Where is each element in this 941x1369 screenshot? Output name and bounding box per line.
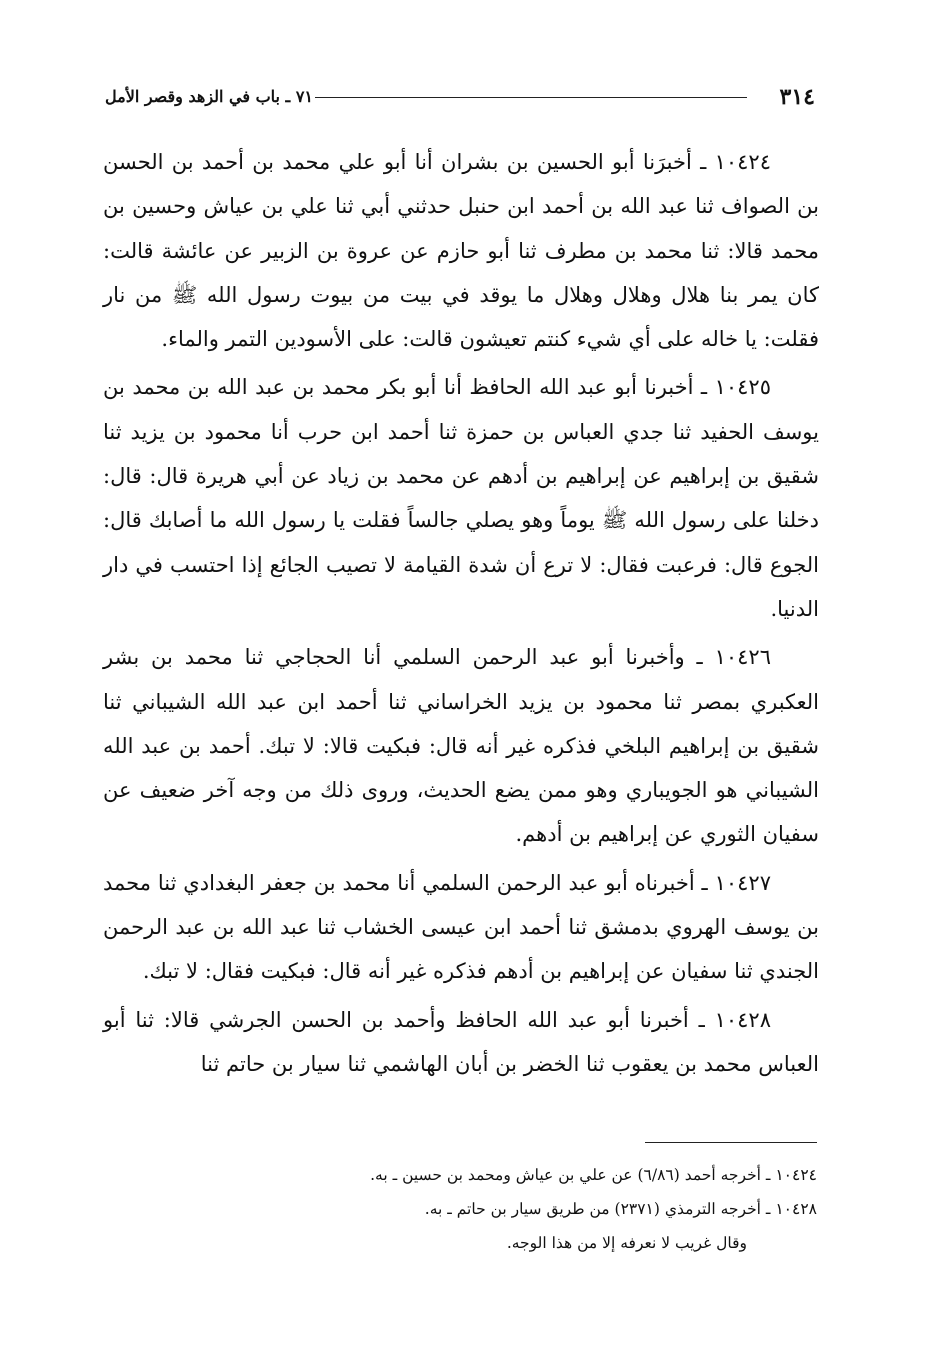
hadith-paragraph: ١٠٤٢٨ ـ أخبرنا أبو عبد الله الحافظ وأحمد بن الحسن الجرشي قالا: ثنا أبو العباس محمد بن يعقوب ثنا الخضر بن أبان الهاشمي ثنا سيار بن حاتم ثنا (103, 1007, 819, 1076)
header-rule (315, 97, 747, 98)
page-header (105, 82, 815, 116)
hadith-paragraph: ١٠٤٢٤ ـ أخبرَنا أبو الحسين بن بشران أنا أبو علي محمد بن أحمد بن الحسن بن الصواف ثنا عبد الله بن أحمد ابن حنبل حدثني أبي ثنا علي بن عياش وحسين بن محمد قالا: ثنا محمد بن مطرف ثنا أبو حازم عن عروة بن الزبير عن عائشة قالت: كان يمر بنا هلال وهلال وهلال ما يوقد في بيت من بيوت رسول الله ﷺ من نار فقلت: يا خاله على أي شيء كنتم تعيشون قالت: على الأسودين التمر والماء. (103, 150, 819, 352)
hadith-paragraph: ١٠٤٢٥ ـ أخبرنا أبو عبد الله الحافظ أنا أبو بكر محمد بن عبد الله بن محمد بن يوسف الحفيد ثنا جدي العباس بن حمزة ثنا أحمد ابن حرب أنا محمود بن يزيد ثنا شقيق بن إبراهيم عن إبراهيم بن أدهم عن محمد بن زياد عن أبي هريرة قال: قال: دخلنا على رسول الله ﷺ يوماً وهو يصلي جالساً فقلت يا رسول الله ما أصابك قال: الجوع قال: فرعبت فقال: لا ترع أن شدة القيامة لا تصيب الجائع إذا احتسب في دار الدنيا. (103, 375, 819, 621)
footnote-separator (645, 1142, 817, 1143)
footnotes (200, 1158, 817, 1260)
hadith-paragraph: ١٠٤٢٧ ـ أخبرناه أبو عبد الرحمن السلمي أنا محمد بن جعفر البغدادي ثنا محمد بن يوسف الهروي بدمشق ثنا أحمد ابن عيسى الخشاب ثنا عبد الله بن عبد الرحمن الجندي ثنا سفيان عن إبراهيم بن أدهم فذكره غير أنه قال: فبكيت فقال: لا تبك. (103, 870, 819, 984)
footnote: ١٠٤٢٨ ـ أخرجه الترمذي (٢٣٧١) من طريق سيار بن حاتم ـ به. (424, 1200, 817, 1218)
running-title: ٧١ ـ باب في الزهد وقصر الأمل (105, 87, 313, 106)
footnote-continuation: وقال غريب لا نعرفه إلا من هذا الوجه. (506, 1234, 747, 1252)
footnote: ١٠٤٢٤ ـ أخرجه أحمد (٦/٨٦) عن علي بن عياش ومحمد بن حسين ـ به. (370, 1166, 817, 1184)
hadith-paragraph: ١٠٤٢٦ ـ وأخبرنا أبو عبد الرحمن السلمي أنا الحجاجي ثنا محمد بن بشر العكبري بمصر ثنا محمود بن يزيد الخراساني ثنا أحمد ابن عبد الله الشيباني ثنا شقيق بن إبراهيم البلخي فذكره غير أنه قال: فبكيت قالا: لا تبك. أحمد بن عبد الله الشيباني هو الجويباري وهو ممن يضع الحديث، وروى ذلك من وجه آخر ضعيف عن سفيان الثوري عن إبراهيم بن أدهم. (103, 645, 819, 847)
main-text (103, 140, 819, 1090)
page-number: ٣١٤ (779, 84, 815, 110)
